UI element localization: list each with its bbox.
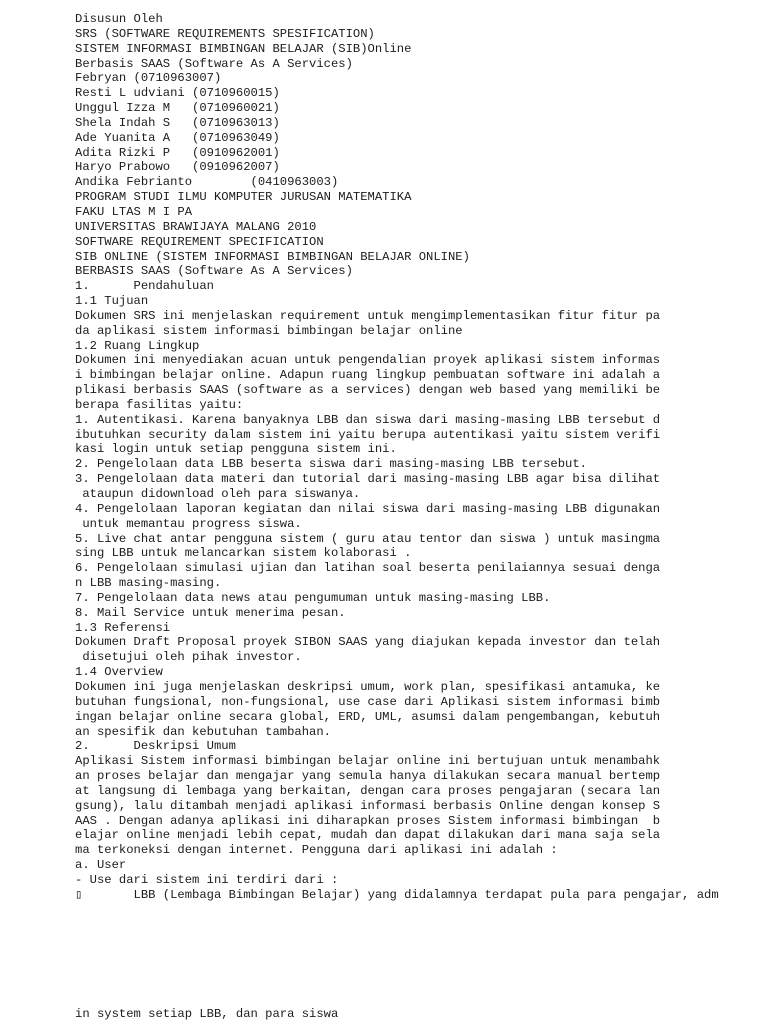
document-body	[75, 12, 765, 903]
doc-line: Febryan (0710963007)	[75, 71, 222, 86]
doc-line: Berbasis SAAS (Software As A Services)	[75, 56, 353, 71]
doc-line: Aplikasi Sistem informasi bimbingan belajar online ini bertujuan untuk menambahk	[75, 754, 661, 769]
list-item: untuk memantau progress siswa.	[75, 516, 302, 531]
bullet-line: ▯ LBB (Lembaga Bimbingan Belajar) yang didalamnya terdapat pula para pengajar, adm	[75, 887, 719, 902]
list-item: 5. Live chat antar pengguna sistem ( guru atau tentor dan siswa ) untuk masingma	[75, 531, 661, 546]
doc-line: Dokumen SRS ini menjelaskan requirement untuk mengimplementasikan fitur fitur pa	[75, 308, 661, 323]
doc-line: Andika Febrianto (0410963003)	[75, 175, 339, 190]
list-item: n LBB masing-masing.	[75, 576, 222, 591]
list-item: 3. Pengelolaan data materi dan tutorial dari masing-masing LBB agar bisa dilihat	[75, 472, 661, 487]
doc-line: berapa fasilitas yaitu:	[75, 397, 244, 412]
list-item: sing LBB untuk melancarkan sistem kolaborasi .	[75, 546, 412, 561]
doc-line: Resti L udviani (0710960015)	[75, 86, 280, 101]
doc-line: gsung), lalu ditambah menjadi aplikasi informasi berbasis Online dengan konsep S	[75, 798, 661, 813]
page-bottom-line: in system setiap LBB, dan para siswa	[75, 1007, 339, 1021]
doc-line: SRS (SOFTWARE REQUIREMENTS SPESIFICATION)	[75, 26, 375, 41]
doc-line: Unggul Izza M (0710960021)	[75, 101, 280, 116]
doc-line: - Use dari sistem ini terdiri dari :	[75, 872, 339, 887]
list-item: 6. Pengelolaan simulasi ujian dan latihan soal beserta penilaiannya sesuai denga	[75, 561, 661, 576]
doc-line: FAKU LTAS M I PA	[75, 204, 193, 219]
list-item: 8. Mail Service untuk menerima pesan.	[75, 605, 346, 620]
doc-line: ingan belajar online secara global, ERD, UML, asumsi dalam pengembangan, kebutuh	[75, 709, 661, 724]
doc-line: Haryo Prabowo (0910962007)	[75, 160, 280, 175]
doc-line: at langsung di lembaga yang berkaitan, dengan cara proses pengajaran (secara lan	[75, 783, 661, 798]
list-item: ibutuhkan security dalam sistem ini yaitu berupa autentikasi yaitu sistem verifi	[75, 427, 661, 442]
doc-line: an spesifik dan kebutuhan tambahan.	[75, 724, 331, 739]
doc-line: Dokumen ini menyediakan acuan untuk pengendalian proyek aplikasi sistem informas	[75, 353, 661, 368]
doc-line: a. User	[75, 858, 127, 873]
list-item: 7. Pengelolaan data news atau pengumuman untuk masing-masing LBB.	[75, 590, 551, 605]
doc-line: disetujui oleh pihak investor.	[75, 650, 302, 665]
doc-line: SISTEM INFORMASI BIMBINGAN BELAJAR (SIB)Online	[75, 41, 412, 56]
doc-line: Adita Rizki P (0910962001)	[75, 145, 280, 160]
doc-line: PROGRAM STUDI ILMU KOMPUTER JURUSAN MATEMATIKA	[75, 190, 412, 205]
doc-line: ma terkoneksi dengan internet. Pengguna dari aplikasi ini adalah :	[75, 843, 558, 858]
doc-line: plikasi berbasis SAAS (software as a services) dengan web based yang memiliki be	[75, 383, 661, 398]
section-heading: 1. Pendahuluan	[75, 279, 214, 294]
doc-line: AAS . Dengan adanya aplikasi ini diharapkan proses Sistem informasi bimbingan b	[75, 813, 661, 828]
doc-line: an proses belajar dan mengajar yang semula hanya dilakukan secara manual bertemp	[75, 769, 661, 784]
list-item: 4. Pengelolaan laporan kegiatan dan nilai siswa dari masing-masing LBB digunakan	[75, 501, 661, 516]
list-item: 2. Pengelolaan data LBB beserta siswa dari masing-masing LBB tersebut.	[75, 457, 587, 472]
subsection-heading: 1.1 Tujuan	[75, 294, 149, 309]
doc-line: Dokumen ini juga menjelaskan deskripsi umum, work plan, spesifikasi antamuka, ke	[75, 679, 661, 694]
doc-line: BERBASIS SAAS (Software As A Services)	[75, 264, 353, 279]
doc-line: i bimbingan belajar online. Adapun ruang lingkup pembuatan software ini adalah a	[75, 368, 661, 383]
list-item: ataupun didownload oleh para siswanya.	[75, 487, 361, 501]
doc-line: Shela Indah S (0710963013)	[75, 115, 280, 130]
list-item: 1. Autentikasi. Karena banyaknya LBB dan siswa dari masing-masing LBB tersebut d	[75, 412, 661, 427]
doc-line: elajar online menjadi lebih cepat, mudah dan dapat dilakukan dari mana saja sela	[75, 828, 661, 843]
subsection-heading: 1.2 Ruang Lingkup	[75, 338, 200, 353]
doc-line: SOFTWARE REQUIREMENT SPECIFICATION	[75, 234, 324, 249]
doc-line: butuhan fungsional, non-fungsional, use case dari Aplikasi sistem informasi bimb	[75, 694, 661, 709]
subsection-heading: 1.4 Overview	[75, 665, 163, 680]
doc-line: Disusun Oleh	[75, 12, 163, 26]
subsection-heading: 1.3 Referensi	[75, 620, 171, 635]
doc-line: Dokumen Draft Proposal proyek SIBON SAAS yang diajukan kepada investor dan telah	[75, 635, 661, 650]
doc-line: SIB ONLINE (SISTEM INFORMASI BIMBINGAN BELAJAR ONLINE)	[75, 249, 470, 264]
list-item: kasi login untuk setiap pengguna sistem ini.	[75, 442, 397, 457]
doc-line: UNIVERSITAS BRAWIJAYA MALANG 2010	[75, 219, 317, 234]
doc-line: da aplikasi sistem informasi bimbingan belajar online	[75, 323, 463, 338]
section-heading: 2. Deskripsi Umum	[75, 739, 236, 754]
doc-line: Ade Yuanita A (0710963049)	[75, 130, 280, 145]
